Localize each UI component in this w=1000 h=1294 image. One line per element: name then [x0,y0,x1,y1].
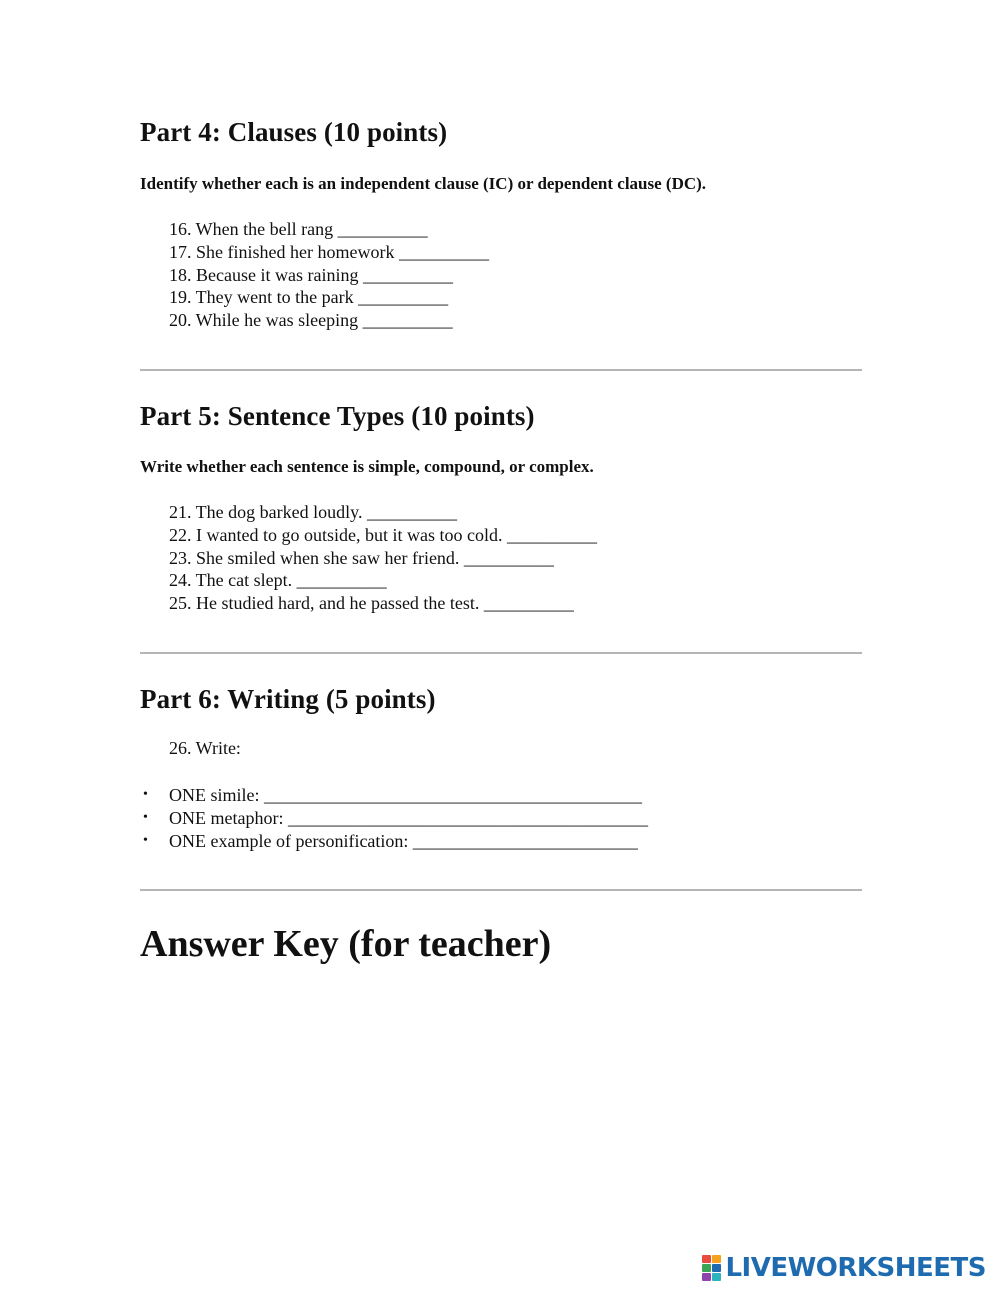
list-item: 25. He studied hard, and he passed the test. __________ [169,593,574,614]
section-divider [140,652,862,654]
list-item: 23. She smiled when she saw her friend. __________ [169,547,554,568]
list-item: 19. They went to the park __________ [169,287,449,308]
section-divider [140,889,862,891]
bullet-text: ONE metaphor: ________________________________________ [169,807,648,828]
part-6-prompt: 26. Write: [169,738,241,758]
part-6-bullets [143,784,648,852]
part-4-section [140,116,862,331]
logo-block [702,1273,711,1281]
part-6-title: Part 6: Writing (5 points) [140,684,436,714]
answer-key-heading: Answer Key (for teacher) [140,923,552,965]
list-item: 24. The cat slept. __________ [169,570,387,591]
part-4-items [169,218,489,332]
liveworksheets-logo-icon [702,1255,721,1281]
list-item: 21. The dog barked loudly. __________ [169,502,457,522]
bullet-icon: • [143,787,148,802]
part-4-instructions: Identify whether each is an independent clause (IC) or dependent clause (DC). [140,174,707,193]
list-item [143,807,648,830]
bullet-text: ONE example of personification: _________________________ [169,830,638,851]
list-item: 18. Because it was raining __________ [169,264,453,285]
bullet-icon: • [143,809,148,825]
brand-name: LIVEWORKSHEETS [725,1253,986,1283]
list-item: 16. When the bell rang __________ [169,219,428,239]
list-item: 17. She finished her homework __________ [169,241,489,262]
list-item [143,784,648,807]
logo-block [702,1255,711,1263]
list-item [143,830,648,853]
logo-block [702,1264,711,1272]
logo-block [712,1273,721,1281]
bullet-icon: • [143,832,148,848]
list-item: 20. While he was sleeping __________ [169,310,453,331]
section-divider [140,369,862,371]
part-5-title: Part 5: Sentence Types (10 points) [140,401,535,431]
logo-block [712,1264,721,1272]
liveworksheets-brand [702,1254,986,1282]
logo-block [712,1255,721,1263]
bullet-text: ONE simile: __________________________________________ [169,785,642,805]
part-4-title: Part 4: Clauses (10 points) [140,117,448,147]
list-item: 22. I wanted to go outside, but it was too cold. __________ [169,524,597,545]
part-6-section [140,683,862,851]
part-5-items [169,501,597,615]
part-5-section [140,400,862,614]
part-5-instructions: Write whether each sentence is simple, compound, or complex. [140,457,594,476]
